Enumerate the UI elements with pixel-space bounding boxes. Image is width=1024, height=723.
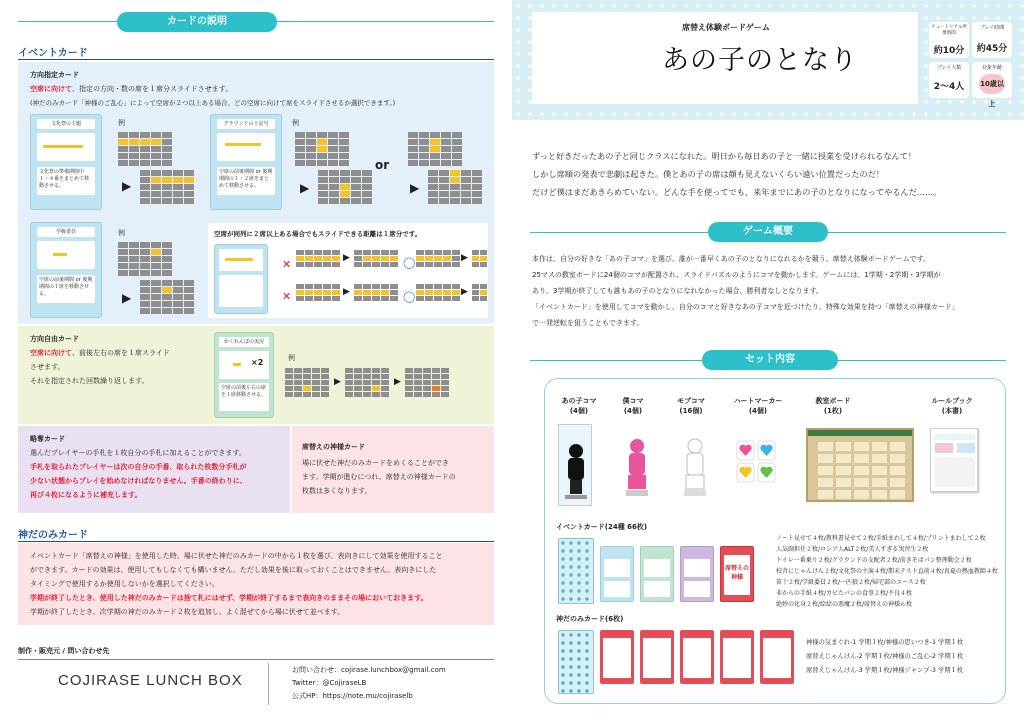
direction-fixed-title: 方向指定カード [30, 71, 79, 79]
contact-hp: 公式HP：https://note.mu/cojiraselb [292, 692, 413, 700]
overview-line-2: 25マスの教室ボードに24個のコマが配置され、スライドパズルのようにコマを動かします。ゲームには、1学期・2学期・3学期が [532, 271, 941, 279]
board-desks [818, 442, 905, 499]
event-list-7: 絶妙の化身２枚/絵絵の悪魔２枚/席替えの神様６枚 [776, 601, 913, 608]
direction-free-title: 方向自由カード [30, 335, 79, 343]
game-subtitle: 席替え体験ボードゲーム [682, 23, 770, 32]
event-card-example-4 [214, 244, 268, 314]
arrow-right-6b: ▶ [394, 377, 401, 387]
board-grid-4a [296, 250, 340, 267]
board-grid-2c [408, 132, 462, 166]
item-rulebook-count: (本書) [941, 407, 963, 415]
god-event-title: 席替えの神様カード [302, 443, 365, 451]
header-line-left [18, 21, 117, 22]
badge-label: チュートリアル所要時間 [931, 25, 967, 36]
direction-free-line3: それを指定された回数繰り返します。 [30, 377, 149, 385]
badge-value: 10歳以上 [979, 74, 1005, 94]
board-grid-5d [472, 284, 487, 301]
circle-mark-1: ◯ [403, 256, 416, 269]
event-card-example-2 [210, 114, 282, 210]
board-grid-4c [416, 250, 460, 267]
item-boku-count: (4個) [623, 407, 643, 415]
card-title-box: 文化祭の主題 [37, 119, 95, 129]
card-multiplier: ×2 [251, 358, 264, 367]
god-card-title: 席替えの神様 [724, 555, 750, 595]
badge-age [972, 62, 1012, 108]
board-grid-3b [140, 280, 194, 314]
card-text: 空席の前後左右の席を１席移動させる。 [219, 383, 269, 411]
card-title-box: グラウンドの土記号 [217, 119, 275, 129]
kami-card-back-image [558, 630, 594, 694]
footer-line [18, 659, 494, 660]
kami-list-2: 席替えじゃんけん-2 学期１枚/神様のご乱心-2 学期１枚 [806, 653, 964, 660]
overview-header: ゲーム概要 [708, 222, 828, 242]
contact-email: お問い合わせ：cojirase.lunchbox@gmail.com [292, 666, 446, 674]
overview-line-3: あり、3学期が終了しても誰もあの子のとなりになれなかった場合、勝利者なしとなります。 [532, 287, 823, 295]
rob-red3: 再び４枚になるように補充します。 [30, 491, 142, 499]
anoko-piece-image [558, 424, 592, 506]
arrow-right-5c: ▶ [461, 287, 468, 297]
kami-heading: 神だのみカード [18, 530, 88, 541]
example-label-2: 例 [292, 119, 299, 127]
event-list-1: ノート見せて４枚/教科書見せて２枚/手紙まわして４枚/プリントまわして２枚 [776, 535, 986, 542]
kami-card-front-5 [760, 630, 794, 684]
example-label-3: 例 [118, 229, 125, 237]
direction-free-card [214, 332, 274, 418]
note-box-text: 空席が同列に２席以上ある場合でもスライドできる距離は１席分です。 [214, 230, 422, 238]
kami-card-front-2 [640, 630, 674, 684]
badge-play-time [972, 22, 1012, 58]
card-title-box: 学級委員 [37, 227, 95, 237]
badge-label: 対象年齢 [981, 65, 1002, 71]
card-explanation-header: カードの説明 [117, 12, 277, 32]
card-diagram [37, 241, 95, 269]
kami-line3: タイミングで使用するか使用しないかを選択してください。 [30, 580, 219, 588]
direction-fixed-line1 [30, 83, 232, 95]
boku-piece-image [622, 430, 652, 500]
example-label-1: 例 [118, 119, 125, 127]
item-mob-name: モブコマ [677, 397, 705, 405]
item-heart-count: (4個) [748, 407, 768, 415]
red-text: 空席に向けて [30, 349, 72, 357]
footer-divider [268, 663, 269, 705]
arrow-right-2c: ▶ [410, 181, 420, 195]
kami-list-3: 席替えじゃんけん-3 学期１枚/神様ジャンプ-3 学期１枚 [806, 667, 964, 674]
event-card-front-green [640, 546, 674, 602]
kami-red: 学期が終了したとき、使用した神だのみカードは捨て札にはせず、学期が終了するまで表向きのままその場においておきます。 [30, 594, 428, 602]
arrow-right-4c: ▶ [461, 253, 468, 263]
card-text: 文化祭の準備期間中１・４番をまとめて移動させる。 [37, 167, 95, 195]
item-anoko-name: あの子コマ [561, 397, 597, 405]
arrow-right-2a: ▶ [300, 181, 310, 195]
card-text: 空席の前後期間 or 後期期間の１席を移動させる。 [37, 275, 95, 303]
card-text [219, 275, 263, 307]
kami-heading-underline [18, 541, 494, 542]
rob-line3 [30, 475, 247, 487]
item-boku [610, 396, 656, 416]
item-mob [668, 396, 714, 416]
rob-red1: 手札を取られたプレイヤーは次の自分の手番、取られた枚数分手札が [30, 463, 247, 471]
event-list-3: トイレ一番乗り２枚/グラウンドの支配者２枚/前きそばパン整理動会２枚 [776, 557, 972, 564]
set-contents-header: セット内容 [702, 350, 838, 370]
direction-fixed-line1-rest: 、指定の方向・数の席を１席分スライドさせます。 [72, 85, 233, 93]
mob-piece-image [680, 430, 710, 500]
board-grid-3a [118, 242, 172, 276]
item-rulebook [924, 396, 980, 416]
arrow-right-3: ▶ [122, 291, 132, 305]
header-line-right [277, 21, 494, 22]
game-logo: あの子のとなり [662, 45, 858, 76]
kami-cards-label: 神だのみカード(6枚) [556, 615, 624, 623]
badge-players [929, 62, 969, 98]
item-board-name: 教室ボード [815, 397, 851, 405]
direction-free-line1-rest: 、前後左右の席を１席スライド [72, 349, 170, 357]
badge-value: 2〜4人 [933, 82, 965, 92]
card-diagram [217, 133, 275, 161]
item-mob-count: (16個) [679, 407, 703, 415]
card-diagram [219, 249, 263, 271]
story-line-2: しかし席順の発表で悲劇は起きた。僕とあの子の席は顔も見えないくらい遠い位置だったのだ！ [532, 169, 885, 179]
cross-mark-2: ✕ [282, 290, 292, 303]
kami-card-front-4 [720, 630, 754, 684]
god-event-panel [292, 426, 494, 513]
direction-free-line1 [30, 347, 170, 359]
event-list-2: 人気副担任２枚/ロシア人ALT２枚/美人すぎる実習生２枚 [776, 546, 929, 553]
god-event-line1: 場に伏せた神だのみカードをめくることができ [302, 459, 449, 467]
arrow-right-5a: ▶ [343, 287, 350, 297]
card-text: 空席の前後期間 or 後期期間の１・２席をまとめて移動させる。 [217, 167, 275, 195]
badge-value: 約10分 [933, 46, 965, 56]
example-label-free: 例 [288, 354, 295, 362]
god-event-line3: 枚数は多くなります。 [302, 487, 372, 495]
board-grid-5b [354, 284, 398, 301]
card-diagram [219, 351, 269, 379]
arrow-right-4a: ▶ [343, 253, 350, 263]
item-board-count: (1枚) [823, 407, 843, 415]
overview-line-1: 本作は、自分の好きな「あの子コマ」を選び、誰が一番早くあの子のとなりになれるかを競う、席替え体験ボードゲームです。 [532, 255, 931, 263]
event-cards-label: イベントカード(24種 66枚) [556, 523, 648, 531]
board-grid-6c [405, 368, 449, 397]
brand-name: COJIRASE LUNCH BOX [58, 672, 243, 689]
rob-red2: 少ない状態からプレイを始めなければなりません。 [30, 477, 191, 485]
kami-card-front-1 [600, 630, 634, 684]
event-card-example-1 [30, 114, 102, 210]
rob-title: 略奪カード [30, 435, 65, 443]
board-grid-5a [296, 284, 340, 301]
or-label: or [375, 158, 390, 172]
item-heart-name: ハートマーカー [733, 397, 783, 405]
direction-fixed-line2: (神だのみカード「神様のご乱心」によって空席が２つ以上ある場合、どの空席に向けて席をスライドさせるか選択できます。) [30, 99, 396, 107]
item-anoko [556, 396, 602, 416]
heart-markers-image [736, 440, 776, 484]
event-list-5: 笛十２枚/学級委員２枚/一匹狼２枚/帰宅部のエース２枚 [776, 579, 926, 586]
overview-line-4: 「イベントカード」を使用してコマを動かし、自分のコマと好きなあの子コマを近づけたり、特殊な効果を持つ「席替えの神様カード」 [532, 303, 959, 311]
cross-mark-1: ✕ [282, 258, 292, 271]
board-grid-2d [428, 170, 482, 204]
board-grid-6b [345, 368, 389, 397]
god-event-line2: ます。学期が進むにつれ、席替えの神様カードの [302, 473, 456, 481]
board-grid-2b [318, 170, 372, 204]
story-line-1: ずっと好きだったあの子と同じクラスになれた。明日から毎日あの子と一緒に授業を受けられるなんて！ [532, 151, 917, 161]
board-grid-1b [140, 170, 194, 204]
kami-list-1: 神様の気まぐれ-1 学期１枚/神様の思いつき-1 学期１枚 [806, 639, 964, 646]
footer-label: 制作・販売元 / 問い合わせ先 [18, 647, 110, 655]
item-boku-name: 僕コマ [622, 397, 644, 405]
event-card-example-3 [30, 222, 102, 318]
arrow-right-6a: ▶ [334, 377, 341, 387]
story-line-3: だけど僕はまだあきらめていない。どんな手を使ってでも、来年までにあの子のとなりになってやるんだ……。 [532, 187, 942, 197]
board-grid-4b [354, 250, 398, 267]
rob-red2b: 手番の終わりに、 [190, 477, 247, 485]
rulebook-image [930, 428, 978, 492]
kami-card-front-3 [680, 630, 714, 684]
kami-line1: イベントカード「席替えの神様」を使用した時、場に伏せた神だのみカードの中から１枚を選び、表向きにして効果を使用すること [30, 552, 443, 560]
event-card-god [720, 546, 754, 602]
item-anoko-count: (4個) [569, 407, 589, 415]
card-diagram [37, 133, 95, 161]
direction-free-line2: させます。 [30, 363, 65, 371]
card-title-box: かくれんぼの実況 [219, 337, 269, 347]
red-text: 空席に向けて [30, 85, 72, 93]
overview-line-5: で一発逆転を狙うこともできます。 [532, 319, 644, 327]
badge-label: プレイ時間 [979, 25, 1005, 31]
board-grid-6a [285, 368, 329, 397]
event-list-4: 校舎にじゃんけん２枚/文化祭の主演４枚/期末テスト直前４枚/真夏の熱血教師４枚 [776, 568, 998, 575]
event-card-back-image [558, 538, 594, 604]
board-grid-5c [416, 284, 460, 301]
badge-label: プレイ人数 [936, 65, 962, 71]
circle-mark-2: ◯ [403, 290, 416, 303]
arrow-right-1: ▶ [122, 179, 132, 193]
badge-value: 約45分 [976, 44, 1008, 54]
rob-line1: 選んだプレイヤーの手札を１枚自分の手札に加えることができます。 [30, 449, 246, 457]
classroom-board-image [806, 428, 914, 502]
kami-line5: 学期が終了したとき、次学期の神だのみカード２枚を追加し、よく混ぜてから場に伏せて並べます。 [30, 608, 345, 616]
item-rulebook-name: ルールブック [931, 397, 973, 405]
board-grid-4d [472, 250, 487, 267]
event-card-heading: イベントカード [18, 48, 88, 59]
item-board [808, 396, 858, 416]
board-grid-2a [295, 132, 349, 166]
badge-tutorial [929, 22, 969, 58]
event-list-6: 非からの手紙４枚/カビたパンの食事２枚/不良４枚 [776, 590, 913, 597]
kami-line2: ができます。カードの効果は、使用してもしなくても構いません。ただし効果を後に取っておくことはできません。表向きにした [30, 566, 437, 574]
event-heading-underline [18, 59, 494, 60]
contact-twitter: Twitter：@CojiraseLB [292, 679, 367, 687]
board-grid-1a [118, 132, 172, 166]
event-card-front-purple [680, 546, 714, 602]
event-card-front-blue [600, 546, 634, 602]
item-heart [730, 396, 786, 416]
